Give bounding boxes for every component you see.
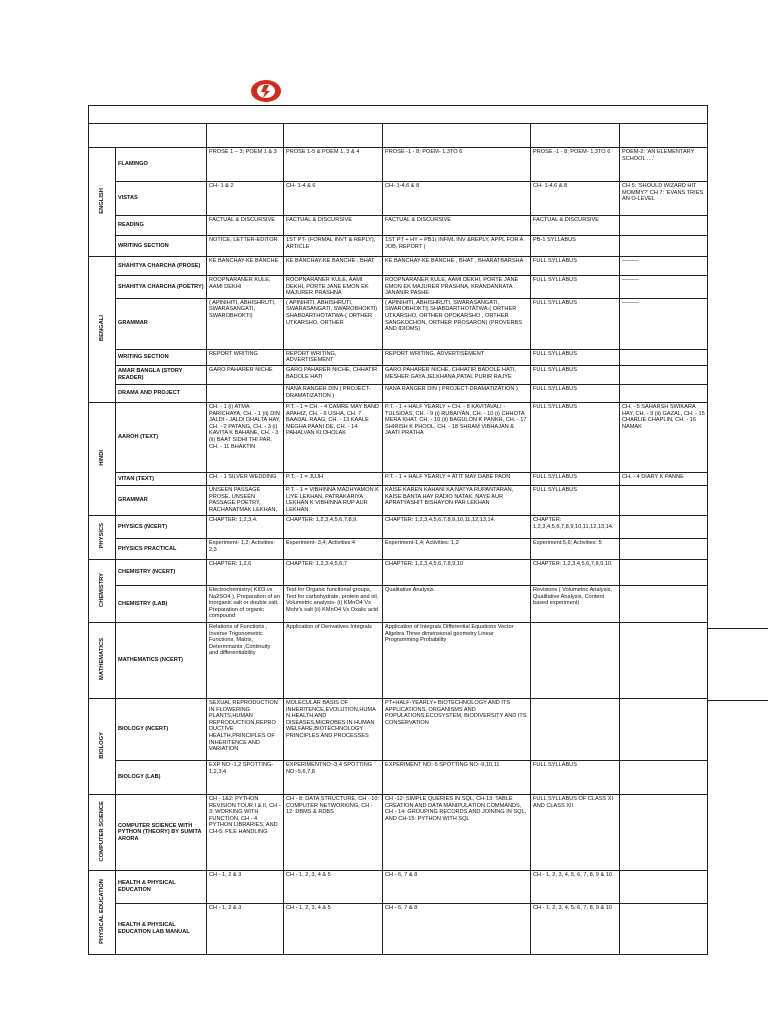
term-cell-2: MOLECULAR BASIS OF INHERITENCE,EVOLUTION,HUMA N HEALTH AND DISEASES,MICROBES IN HUMAN WELFARE,BIOTECHNOLOGY PRINCIPLES AND PROCESSES [284, 698, 383, 760]
term-cell-5 [620, 216, 708, 236]
subject-label: BENGALI [98, 315, 105, 342]
table-row [89, 384, 708, 402]
section-cell: CHEMISTRY (NCERT) [116, 559, 207, 585]
term-cell-2: CH - 1, 2, 3, 4 & 5 [284, 870, 383, 903]
school-emblem-icon [249, 78, 283, 104]
table-row [89, 485, 708, 515]
term-cell-1: Relations of Functions , Inverse Trigonometric Functions, Matrix, Determinants ,Continuity and differentiability [207, 622, 284, 698]
subject-cell [89, 622, 116, 698]
term-cell-1: CH. - 1 (i) ATMA PARICHAYA, CH. - 1 (ii) DIN JALDI - JALDI DHALTA HAY, CH. - 2 PATANG, CH. - 3 (i) KAVITA K BAHANE, CH. - 3 (ii) BAAT SIDHI THI PAR, CH. - 11 BHAKTIN [207, 402, 284, 472]
term-cell-2: PROSE 1-5 & POEM 1, 3 & 4 [284, 148, 383, 182]
section-cell: BIOLOGY (LAB) [116, 760, 207, 794]
term-cell-1: PROSE 1 – 3; POEM 1 & 3 [207, 148, 284, 182]
term-cell-5 [620, 485, 708, 515]
header-band [89, 106, 708, 124]
term-cell-4 [531, 622, 620, 698]
table-row [89, 276, 708, 299]
term-cell-4: Revisions ( Volumetric Analysis, Qualitative Analysis, Content based experiment) [531, 585, 620, 622]
term-cell-4: FULL SYLLABUS [531, 402, 620, 472]
table-row [89, 182, 708, 216]
table-row [89, 148, 708, 182]
section-cell: VITAN (TEXT) [116, 472, 207, 485]
section-cell: VISTAS [116, 182, 207, 216]
table-row [89, 257, 708, 276]
term-cell-1: CH - 1, 2 & 3 [207, 903, 284, 954]
term-cell-3: REPORT WRITING, ADVERTISEMENT [383, 349, 531, 365]
table-row [89, 365, 708, 384]
header-row-1 [89, 106, 708, 124]
term-cell-5 [620, 585, 708, 622]
term-cell-1: Electrochemistry( KI03 vs Na2SO4 ), Preparation of an inorganic salt or double salt, Preparation of organic compound [207, 585, 284, 622]
header-term-2 [284, 124, 383, 148]
table-row [89, 515, 708, 538]
subject-cell [89, 515, 116, 559]
section-cell: PHYSICS (NCERT) [116, 515, 207, 538]
header-subject-cell [89, 124, 207, 148]
term-cell-3: CH - 6, 7 & 8 [383, 870, 531, 903]
term-cell-4: FULL SYLLABUS [531, 384, 620, 402]
table-row [89, 559, 708, 585]
table-row [89, 538, 708, 559]
term-cell-1: CH - 1&2: PYTHON REVISION TOUR I & II, CH - 3: WORKING WITH FUNCTION, CH - 4 PYTHON LIBRARIES, AND CH-5: FILE HANDLING [207, 794, 284, 870]
table-row [89, 402, 708, 472]
subject-cell [89, 794, 116, 870]
term-cell-3: ROOPNARANER KULE, AAMI DEKHI, PORTE JANE EMON EK MAJURER PRASHNA, KRANDANRATA JANANIR PASHE [383, 276, 531, 299]
table-row [89, 698, 708, 760]
section-cell: READING [116, 216, 207, 236]
term-cell-4: FULL SYLLABUS [531, 349, 620, 365]
term-cell-1: CHAPTER: 1,2,6 [207, 559, 284, 585]
term-cell-3: P.T. - 1 + HALF YEARLY = ATIT MAY DABE PAON [383, 472, 531, 485]
subject-cell [89, 148, 116, 257]
header-term-3 [383, 124, 531, 148]
term-cell-3: PT+HALF-YEARLY+ BIOTECHNOLOGY AND ITS APPLICATIONS, ORGANISMS AND POPULATIONS,ECOSYSTEM, BIODIVERSITY AND ITS CONSERVATION [383, 698, 531, 760]
syllabus-table [88, 105, 708, 955]
section-cell: HEALTH & PHYSICAL EDUCATION [116, 870, 207, 903]
term-cell-2: REPORT WRITING, ADVERTISEMENT [284, 349, 383, 365]
term-cell-2: P.T. - 1 = VIBHINNA MADHYAMON K LIYE LEKHAN, PATRAKARIYA LEKHAN K VIBHINNA RUP AUR LEKHAN [284, 485, 383, 515]
term-cell-1 [207, 384, 284, 402]
term-cell-5: CH. - 4 DIARY K PANNE [620, 472, 708, 485]
term-cell-4: FULL SYLLABUS [531, 298, 620, 349]
term-cell-1: EXP NO:-1,2 SPOTTING-1,2,3,4 [207, 760, 284, 794]
term-cell-1: ( APINIHITI, ABHISHRUTI, SWARASANGATI, SWAROBHOKTI) [207, 298, 284, 349]
section-cell: HEALTH & PHYSICAL EDUCATION LAB MANUAL [116, 903, 207, 954]
term-cell-5 [620, 515, 708, 538]
section-cell: CHEMISTRY (LAB) [116, 585, 207, 622]
term-cell-2: 1ST PT- (FORMAL INVT & REPLY), ARTICLE [284, 236, 383, 257]
term-cell-2: FACTUAL & DISCURSIVE [284, 216, 383, 236]
subject-label: COMPUTER SCIENCE [98, 800, 105, 862]
section-cell: COMPUTER SCIENCE WITH PYTHON (THEORY) BY SUMITA ARORA [116, 794, 207, 870]
term-cell-2: Application of Derivatives Integrals [284, 622, 383, 698]
term-cell-4: FULL SYLLABUS [531, 472, 620, 485]
term-cell-4: FULL SYLLABUS [531, 276, 620, 299]
table-extension-line [707, 628, 768, 629]
term-cell-4: Experiment:5,6; Activities: 5 [531, 538, 620, 559]
term-cell-5 [620, 794, 708, 870]
term-cell-2: ROOPNARANER KULE, AAMI DEKHI, PORTE JANE EMON EK MAJURER PRASHNA [284, 276, 383, 299]
term-cell-3: CHAPTER: 1,2,3,4,5,6,7,8,9,10 [383, 559, 531, 585]
term-cell-1: NOTICE, LETTER-EDITOR [207, 236, 284, 257]
term-cell-2: Test for Organic functional groups, Test for carbohydrate, protein and oil, Volumetric analysis- (i) KMnO4 Vs Mohr's salt (ii) KMnO4 Vs Oxalic acid [284, 585, 383, 622]
subject-cell [89, 257, 116, 403]
term-cell-5 [620, 622, 708, 698]
term-cell-5 [620, 698, 708, 760]
term-cell-4: CH - 1, 2, 3, 4, 5, 6, 7, 8, 9 & 10 [531, 870, 620, 903]
term-cell-2: ( APINIHITI, ABHISHRUTI, SWARASANGATI, SWAROBHOKTI) SHABDARTHOTATWA-( ORTHER UTKARSHO, ORTHER [284, 298, 383, 349]
term-cell-5: CH 5: 'SHOULD WIZARD HIT MOMMY?' CH 7: 'EVANS TRIES AN O-LEVEL [620, 182, 708, 216]
table-row [89, 760, 708, 794]
term-cell-3: FACTUAL & DISCURSIVE [383, 216, 531, 236]
term-cell-1: GARO PAHARER NICHE [207, 365, 284, 384]
table-row [89, 472, 708, 485]
section-cell: DRAMA AND PROJECT [116, 384, 207, 402]
term-cell-5: POEM-2: 'AN ELEMENTARY SCHOOL ....' [620, 148, 708, 182]
term-cell-3: GARO PAHARER NICHE, CHHATIR BADOLE HATI, MESHER GAYA JELKHANA,PATAL PURIR RAJYE [383, 365, 531, 384]
term-cell-1: CHAPTER: 1,2,3,4. [207, 515, 284, 538]
term-cell-5 [620, 903, 708, 954]
term-cell-2: KE BANCHAY-KE BANCHE , BHAT [284, 257, 383, 276]
term-cell-5 [620, 538, 708, 559]
term-cell-5 [620, 365, 708, 384]
subject-cell [89, 698, 116, 794]
term-cell-1: CH. - 1 SILVER WEDDING [207, 472, 284, 485]
term-cell-1: ROOPNARANER KULE, AAMI DEKHI [207, 276, 284, 299]
subject-label: PHYSICS [98, 523, 105, 549]
term-cell-2: CH - 1, 2, 3, 4 & 5 [284, 903, 383, 954]
term-cell-2: P.T. - 1 = CH. - 4 CAMRE MAY BAND APAHIZ, CH. - 6 USHA, CH. 7 BAADAL RAAG, CH. - 13 KAALE MEGHA PAANI DE, CH. - 14 PAHALVAN KI DHOLAK [284, 402, 383, 472]
term-cell-1: SEXUAL REPRODUCTION IN FLOWERING PLANTS,HUMAN REPRODUCTION,REPRO DUCTIVE HEALTH,PRINCIPLES OF INHERITENCE AND VARIATION [207, 698, 284, 760]
term-cell-2: P.T. - 1 = JUJH [284, 472, 383, 485]
term-cell-4: CHAPTER: 1,2,3,4,5,6,7,8,9,10. [531, 559, 620, 585]
term-cell-2: GARO PAHARER NICHE, CHHATIR BADOLE HATI [284, 365, 383, 384]
term-cell-4: FACTUAL & DISCURSIVE [531, 216, 620, 236]
subject-label: MATHEMATICS [98, 638, 105, 681]
subject-label: PHYSICAL EDUCATION [98, 878, 105, 944]
term-cell-2: CHAPTER: 1,2,3,4,5,6,7,8,9. [284, 515, 383, 538]
term-cell-1: FACTUAL & DISCURSIVE [207, 216, 284, 236]
term-cell-4: PROSE -1 - 8; POEM- 1,3TO 6 [531, 148, 620, 182]
term-cell-4 [531, 698, 620, 760]
term-cell-2: NANA RANGER DIN ( PROJECT- DRAMATIZATION ) [284, 384, 383, 402]
term-cell-1: CH - 1, 2 & 3 [207, 870, 284, 903]
term-cell-4: CH - 1, 2, 3, 4, 5, 6, 7, 8, 9 & 10 [531, 903, 620, 954]
table-row [89, 236, 708, 257]
term-cell-5 [620, 870, 708, 903]
term-cell-2: EXPERIMENTNO:-3,4 SPOTTING NO:-5,6,7,8 [284, 760, 383, 794]
table-row [89, 870, 708, 903]
term-cell-3: EXPERIMENT NO:-5 SPOTTING NO:-9,10,11 [383, 760, 531, 794]
section-cell: SHAHITYA CHARCHA (PROSE) [116, 257, 207, 276]
subject-label: HINDI [98, 449, 105, 466]
term-cell-3: KAISE KAREN KAHANI KA NATYA RUPANTARAN, KAISE BANTA HAY RADIO NATAK, NAYE AUR APRATYASHIT BISHAYON PAR LEKHAN [383, 485, 531, 515]
term-cell-3: 1ST PT + HY + PB1( INFML INV &REPLY, APPL FOR A JOB, REPORT ) [383, 236, 531, 257]
term-cell-2: CH - 8: DATA STRUCTURE, CH - 10: COMPUTER NETWORKING, CH - 12: DBMS & RDBS [284, 794, 383, 870]
term-cell-5 [620, 559, 708, 585]
term-cell-2: CH- 1-4 & 6 [284, 182, 383, 216]
term-cell-1: Experiment- 1,2; Activities: 2,3 [207, 538, 284, 559]
term-cell-2: Experiment- 3,4; Activities:4 [284, 538, 383, 559]
term-cell-5: CH. - 5 SAHARSH SWIKARA HAY, CH. - 9 (ii) GAZAL, CH. - 15 CHARLIE CHAPLIN, CH. - 16 NAMAK [620, 402, 708, 472]
section-cell: AAROH (TEXT) [116, 402, 207, 472]
subject-cell [89, 402, 116, 515]
section-cell: AMAR BANGLA (STORY READER) [116, 365, 207, 384]
section-cell: PHYSICS PRACTICAL [116, 538, 207, 559]
term-cell-4: FULL SYLLABUS [531, 760, 620, 794]
section-cell: GRAMMAR [116, 485, 207, 515]
term-cell-4: CHAPTER: 1,2,3,4,5,6,7,8,9,10,11,12,13,14. [531, 515, 620, 538]
term-cell-3: CHAPTER: 1,2,3,4,5,6,7,8,9,10,11,12,13,14. [383, 515, 531, 538]
subject-cell [89, 559, 116, 622]
header-term-1 [207, 124, 284, 148]
term-cell-4: FULL SYLLABUS [531, 365, 620, 384]
table-row [89, 903, 708, 954]
term-cell-2: CHAPTER: 1,2,3,4,5,6,7 [284, 559, 383, 585]
term-cell-3: Application of Integrals Differential Equations Vector Algebra Three dimensional geometry Linear Programming Probability [383, 622, 531, 698]
term-cell-3: CH - 6, 7 & 8 [383, 903, 531, 954]
term-cell-3: P.T. - 1 + HALF YEARLY + CH. - 8 KAVITAVALI - TULSIDAS, CH. - 9 (i) RUBAIYAN, CH. - 10 (i) CHHOTA MERA KHAT, CH. - 10 (ii) BAGULON K PANKH, CH. - 17 SHIRISH K PHOOL, CH. - 18 SHRAM VIBHAJAN & JAATI PRATHA [383, 402, 531, 472]
section-cell: BIOLOGY (NCERT) [116, 698, 207, 760]
term-cell-5 [620, 236, 708, 257]
table-extension-line [707, 700, 768, 701]
table-row [89, 585, 708, 622]
table-row [89, 216, 708, 236]
term-cell-3: PROSE -1 - 8; POEM- 1,3TO 6 [383, 148, 531, 182]
subject-label: CHEMISTRY [98, 572, 105, 607]
term-cell-3: KE BANCHAY-KE BANCHE , BHAT , BHARATBARSHA [383, 257, 531, 276]
section-cell: WRITING SECTION [116, 349, 207, 365]
table-row [89, 298, 708, 349]
header-row-2 [89, 124, 708, 148]
term-cell-5: ——— [620, 257, 708, 276]
header-term-4 [531, 124, 620, 148]
term-cell-5 [620, 349, 708, 365]
table-row [89, 794, 708, 870]
section-cell: GRAMMAR [116, 298, 207, 349]
term-cell-4: PB-1 SYLLABUS [531, 236, 620, 257]
term-cell-1: CH- 1 & 2 [207, 182, 284, 216]
section-cell: SHAHITYA CHARCHA (POETRY) [116, 276, 207, 299]
section-cell: FLAMINGO [116, 148, 207, 182]
term-cell-3: Experiment-1,4; Activities: 1,2 [383, 538, 531, 559]
term-cell-3: ( APINIHITI, ABHISHRUTI, SWARASANGATI, SWAROBHOKTI) SHABDARTHOTATWA-( ORTHER UTKARSHO, ORTHER OPOKARSHO , ORTHER SANGKOCHON, ORTHER PROSARON) (PROVERBS AND IDIOMS) [383, 298, 531, 349]
section-cell: MATHEMATICS (NCERT) [116, 622, 207, 698]
term-cell-4: FULL SYLLABUS [531, 257, 620, 276]
term-cell-4: CH- 1-4,6 & 8 [531, 182, 620, 216]
term-cell-3: Qualitative Analysis. [383, 585, 531, 622]
table-row [89, 622, 708, 698]
term-cell-1: REPORT WRITING [207, 349, 284, 365]
term-cell-5: ——— [620, 298, 708, 349]
term-cell-3: NANA RANGER DIN ( PROJECT-DRAMATIZATION ) [383, 384, 531, 402]
term-cell-3: CH- 1-4,6 & 8 [383, 182, 531, 216]
term-cell-5 [620, 760, 708, 794]
subject-cell [89, 870, 116, 954]
subject-label: BIOLOGY [98, 731, 105, 759]
term-cell-5: ——— [620, 276, 708, 299]
term-cell-1: UNSEEN PASSAGE PROSE, UNSEEN PASSAGE POETRY, RACHANATMAK LEKHAN, [207, 485, 284, 515]
section-cell: WRITING SECTION [116, 236, 207, 257]
subject-label: ENGLISH [98, 187, 105, 214]
header-term-5 [620, 124, 708, 148]
table-row [89, 349, 708, 365]
term-cell-3: CH -12: SIMPLE QUERIES IN SQL, CH-13: TABLE CREATION AND DATA MANIPULATION COMMANDS, CH - 14: GROUPING RECORDS AND JOINING IN SQL, AND CH-15: PYTHON WITH SQL [383, 794, 531, 870]
term-cell-4: FULL SYLLABUS OF CLASS XI AND CLASS XII [531, 794, 620, 870]
term-cell-1: KE BANCHAY-KE BANCHE [207, 257, 284, 276]
term-cell-5 [620, 384, 708, 402]
term-cell-4: FULL SYLLABUS [531, 485, 620, 515]
